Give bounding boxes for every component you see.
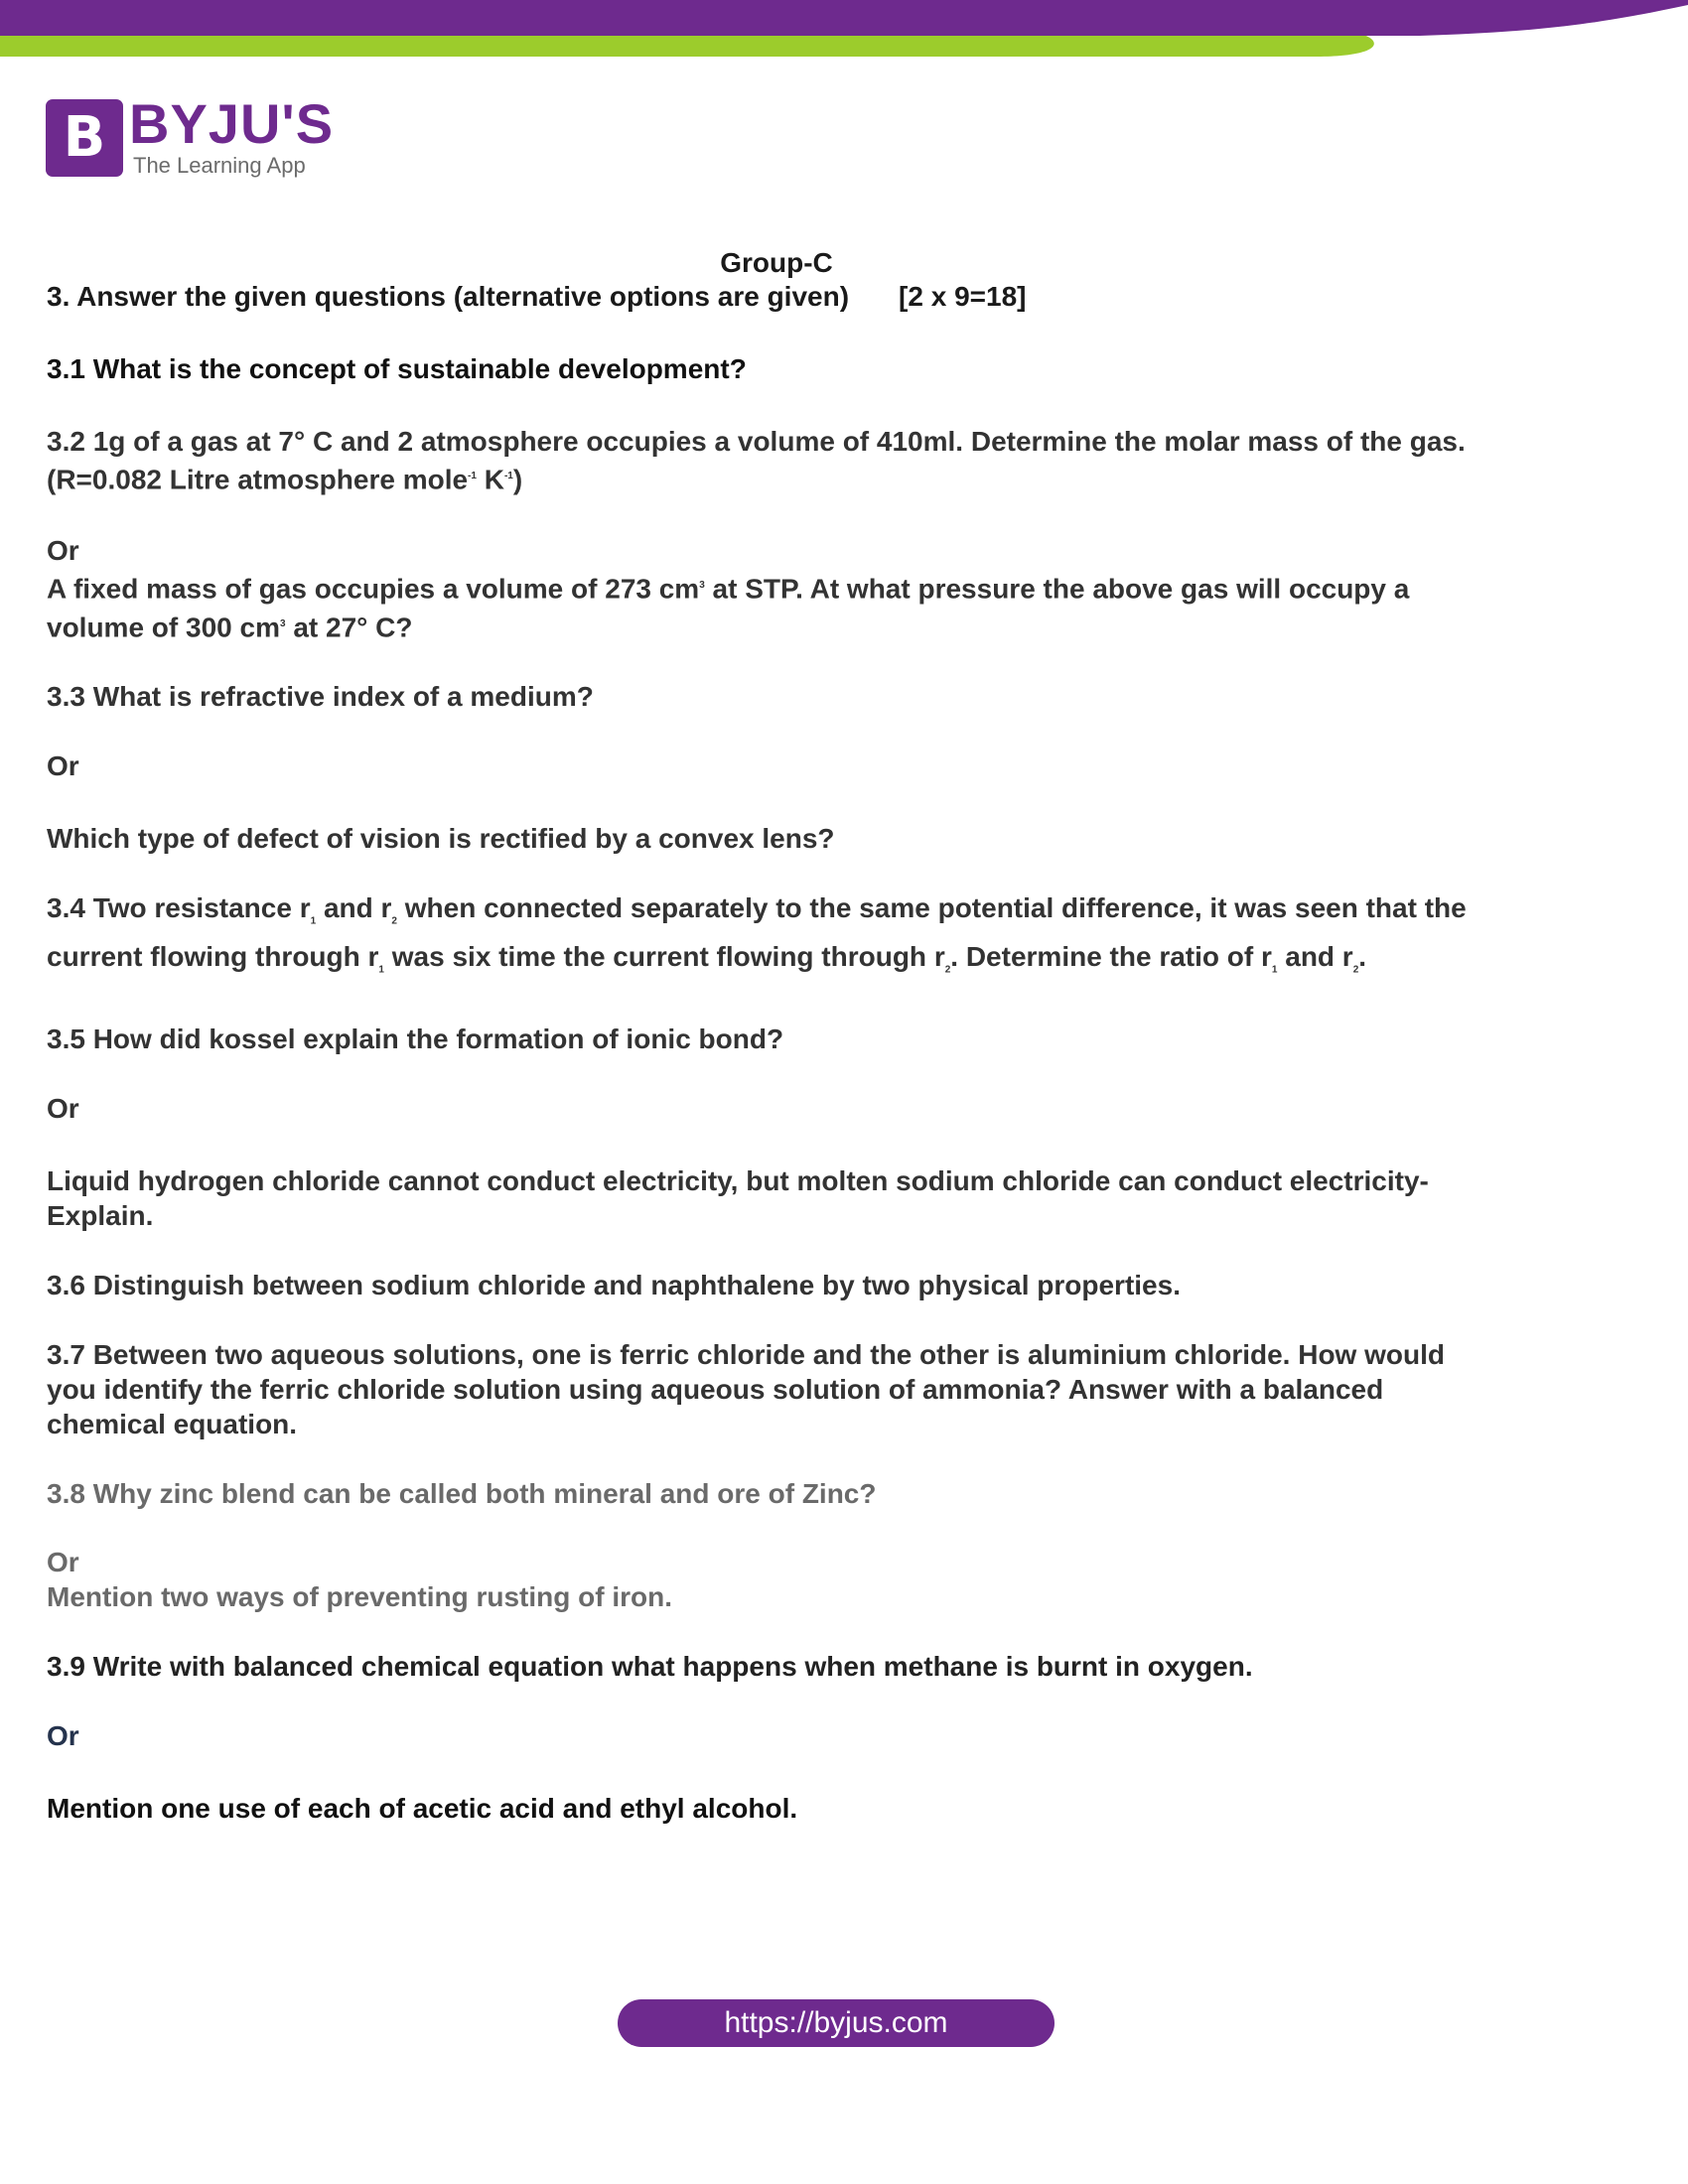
question-3-5-alternative: Liquid hydrogen chloride cannot conduct electricity, but molten sodium chloride can conduct electricity- Explain. [47, 1165, 1429, 1232]
question-3-2: 3.2 1g of a gas at 7° C and 2 atmosphere occupies a volume of 410ml. Determine the molar mass of the gas. [47, 426, 1466, 457]
top-decorative-band [0, 0, 1688, 69]
byjus-logo [46, 92, 344, 179]
question-3-8-alternative: Mention two ways of preventing rusting of iron. [47, 1581, 672, 1613]
logo-tagline: The Learning App [133, 153, 306, 178]
marks-allocation: [2 x 9=18] [899, 281, 1027, 312]
or-3-3: Or [47, 750, 79, 781]
or-3-8: Or [47, 1547, 79, 1578]
logo-letter: B [63, 105, 106, 170]
question-3-3-alternative: Which type of defect of vision is rectified by a convex lens? [47, 822, 835, 854]
group-title: Group-C [720, 247, 833, 278]
question-3-3: 3.3 What is refractive index of a medium? [47, 680, 594, 712]
question-3-1: 3.1 What is the concept of sustainable development? [47, 353, 747, 384]
logo-name: BYJU'S [129, 92, 335, 155]
question-3-9-alternative: Mention one use of each of acetic acid and ethyl alcohol. [47, 1793, 798, 1825]
or-3-9: Or [47, 1720, 79, 1752]
logo-mark-icon [46, 99, 123, 177]
or-3-5: Or [47, 1093, 79, 1125]
question-3-5: 3.5 How did kossel explain the formation of ionic bond? [47, 1024, 784, 1055]
question-3-4: 3.4 Two resistance $r_1$ and $r_2$ when connected separately to the same potential difference, it was seen that the current flowing through $r_1$ was six time the current flowing through $r_2$. Determine the ratio of $r_1$ and $r_2$. [47, 891, 1467, 976]
question-3-9: 3.9 Write with balanced chemical equation what happens when methane is burnt in oxygen. [47, 1651, 1253, 1683]
purple-stripe [0, 0, 1688, 36]
instruction-text: 3. Answer the given questions (alternative options are given) [47, 281, 850, 312]
question-3-8: 3.8 Why zinc blend can be called both mineral and ore of Zinc? [47, 1478, 877, 1510]
question-3-6: 3.6 Distinguish between sodium chloride and naphthalene by two physical properties. [47, 1270, 1181, 1301]
website-link[interactable]: https://byjus.com [618, 1999, 1055, 2047]
question-paper [47, 246, 1467, 1826]
or-3-2: Or [47, 535, 79, 567]
question-3-2-alternative: A fixed mass of gas occupies a volume of 273 $cm^3$ at STP. At what pressure the above gas will occupy a volume of 300 $cm^3$ at 27° C? [47, 573, 1410, 642]
question-3-7: 3.7 Between two aqueous solutions, one is ferric chloride and the other is aluminium chloride. How would you identify the ferric chloride solution using aqueous solution of ammonia? Answer with a balanced chemical equation. [47, 1339, 1445, 1440]
instruction-line [47, 280, 1467, 314]
question-3-2-gas-constant: (R=0.082 Litre atmosphere mole$^{-1}$ $K^{-1}$) [47, 464, 523, 495]
